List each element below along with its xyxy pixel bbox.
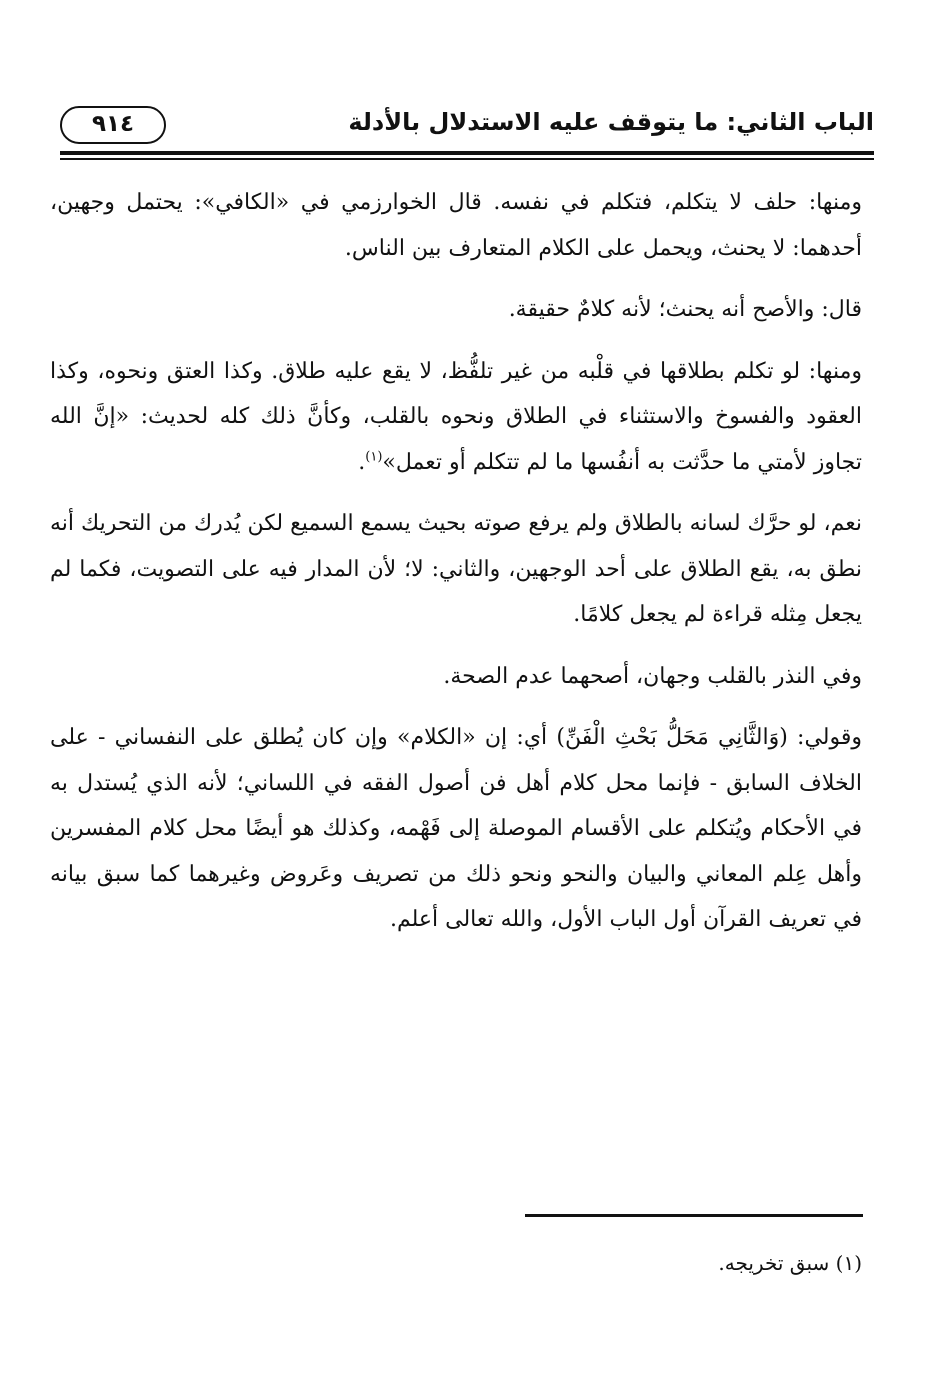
header-rule-thick [60, 151, 874, 155]
footnote-reference: (١) [365, 449, 383, 465]
paragraph: ومنها: حلف لا يتكلم، فتكلم في نفسه. قال الخوارزمي في «الكافي»: يحتمل وجهين، أحدهما: لا يحنث، ويحمل على الكلام المتعارف بين الناس. [50, 190, 862, 261]
paragraph: وفي النذر بالقلب وجهان، أصحهما عدم الصحة. [443, 663, 862, 689]
footnote: (١) سبق تخريجه. [718, 1251, 862, 1275]
body-text [50, 180, 862, 959]
paragraph-end: . [358, 449, 366, 475]
paragraph: وقولي: (وَالثَّانِي مَحَلُّ بَحْثِ الْفَنِّ) أي: إن «الكلام» وإن كان يُطلق على النفساني - على الخلاف السابق - فإنما محل كلام أهل فن أصول الفقه في اللساني؛ لأنه الذي يُستدل به في الأحكام ويُتكلم على الأقسام الموصلة إلى فَهْمه، وكذلك هو أيضًا محل كلام المفسرين وأهل عِلم المعاني والبيان والنحو ونحو ذلك من تصريف وعَروض وغيرهما كما سبق بيانه في تعريف القرآن أول الباب الأول، والله تعالى أعلم. [50, 725, 862, 932]
paragraph: قال: والأصح أنه يحنث؛ لأنه كلامٌ حقيقة. [508, 297, 862, 322]
header-rule-thin [60, 158, 874, 160]
page-header [60, 96, 874, 150]
paragraph: نعم، لو حرَّك لسانه بالطلاق ولم يرفع صوته بحيث يسمع السميع لكن يُدرك من التحريك أنه نطق به، يقع الطلاق على أحد الوجهين، والثاني: لا؛ لأن المدار فيه على التصويت، فكما لم يجعل مِثله قراءة لم يجعل كلامًا. [50, 511, 862, 627]
running-title: الباب الثاني: ما يتوقف عليه الاستدلال بالأدلة [348, 108, 874, 136]
footnote-separator [525, 1214, 863, 1217]
paragraph-text: ومنها: لو تكلم بطلاقها في قلْبه من غير تلفُّظ، لا يقع عليه طلاق. وكذا العتق ونحوه، وكذا العقود والفسوخ والاستثناء في الطلاق ونحوه بالقلب، وكأنَّ ذلك كله لحديث: «إنَّ الله تجاوز لأمتي ما حدَّثت به أنفُسها ما لم تتكلم أو تعمل» [50, 358, 862, 475]
paragraph-with-footnote [50, 349, 862, 486]
page-number: ٩١٤ [60, 106, 166, 144]
